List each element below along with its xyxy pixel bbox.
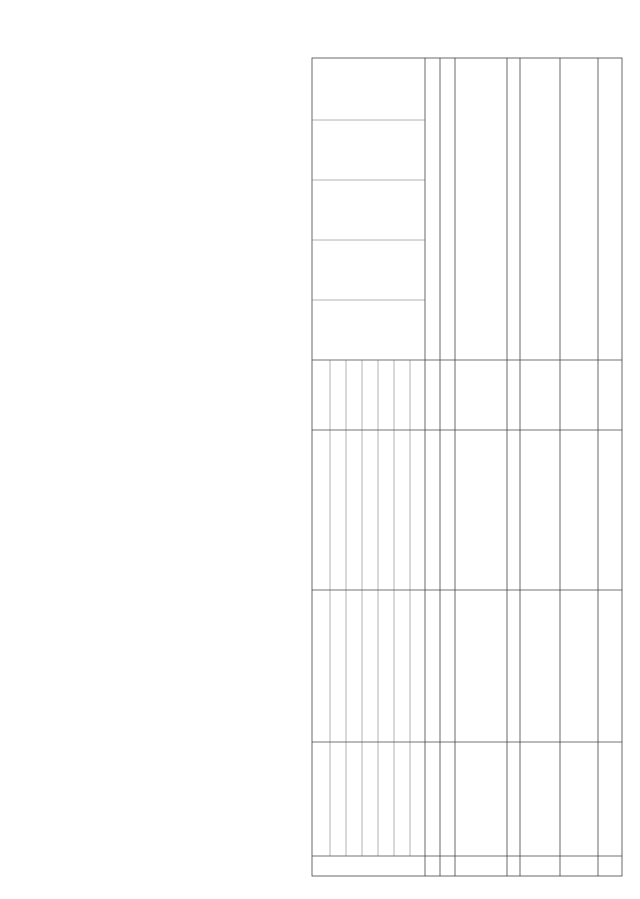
table-outline — [312, 58, 622, 876]
